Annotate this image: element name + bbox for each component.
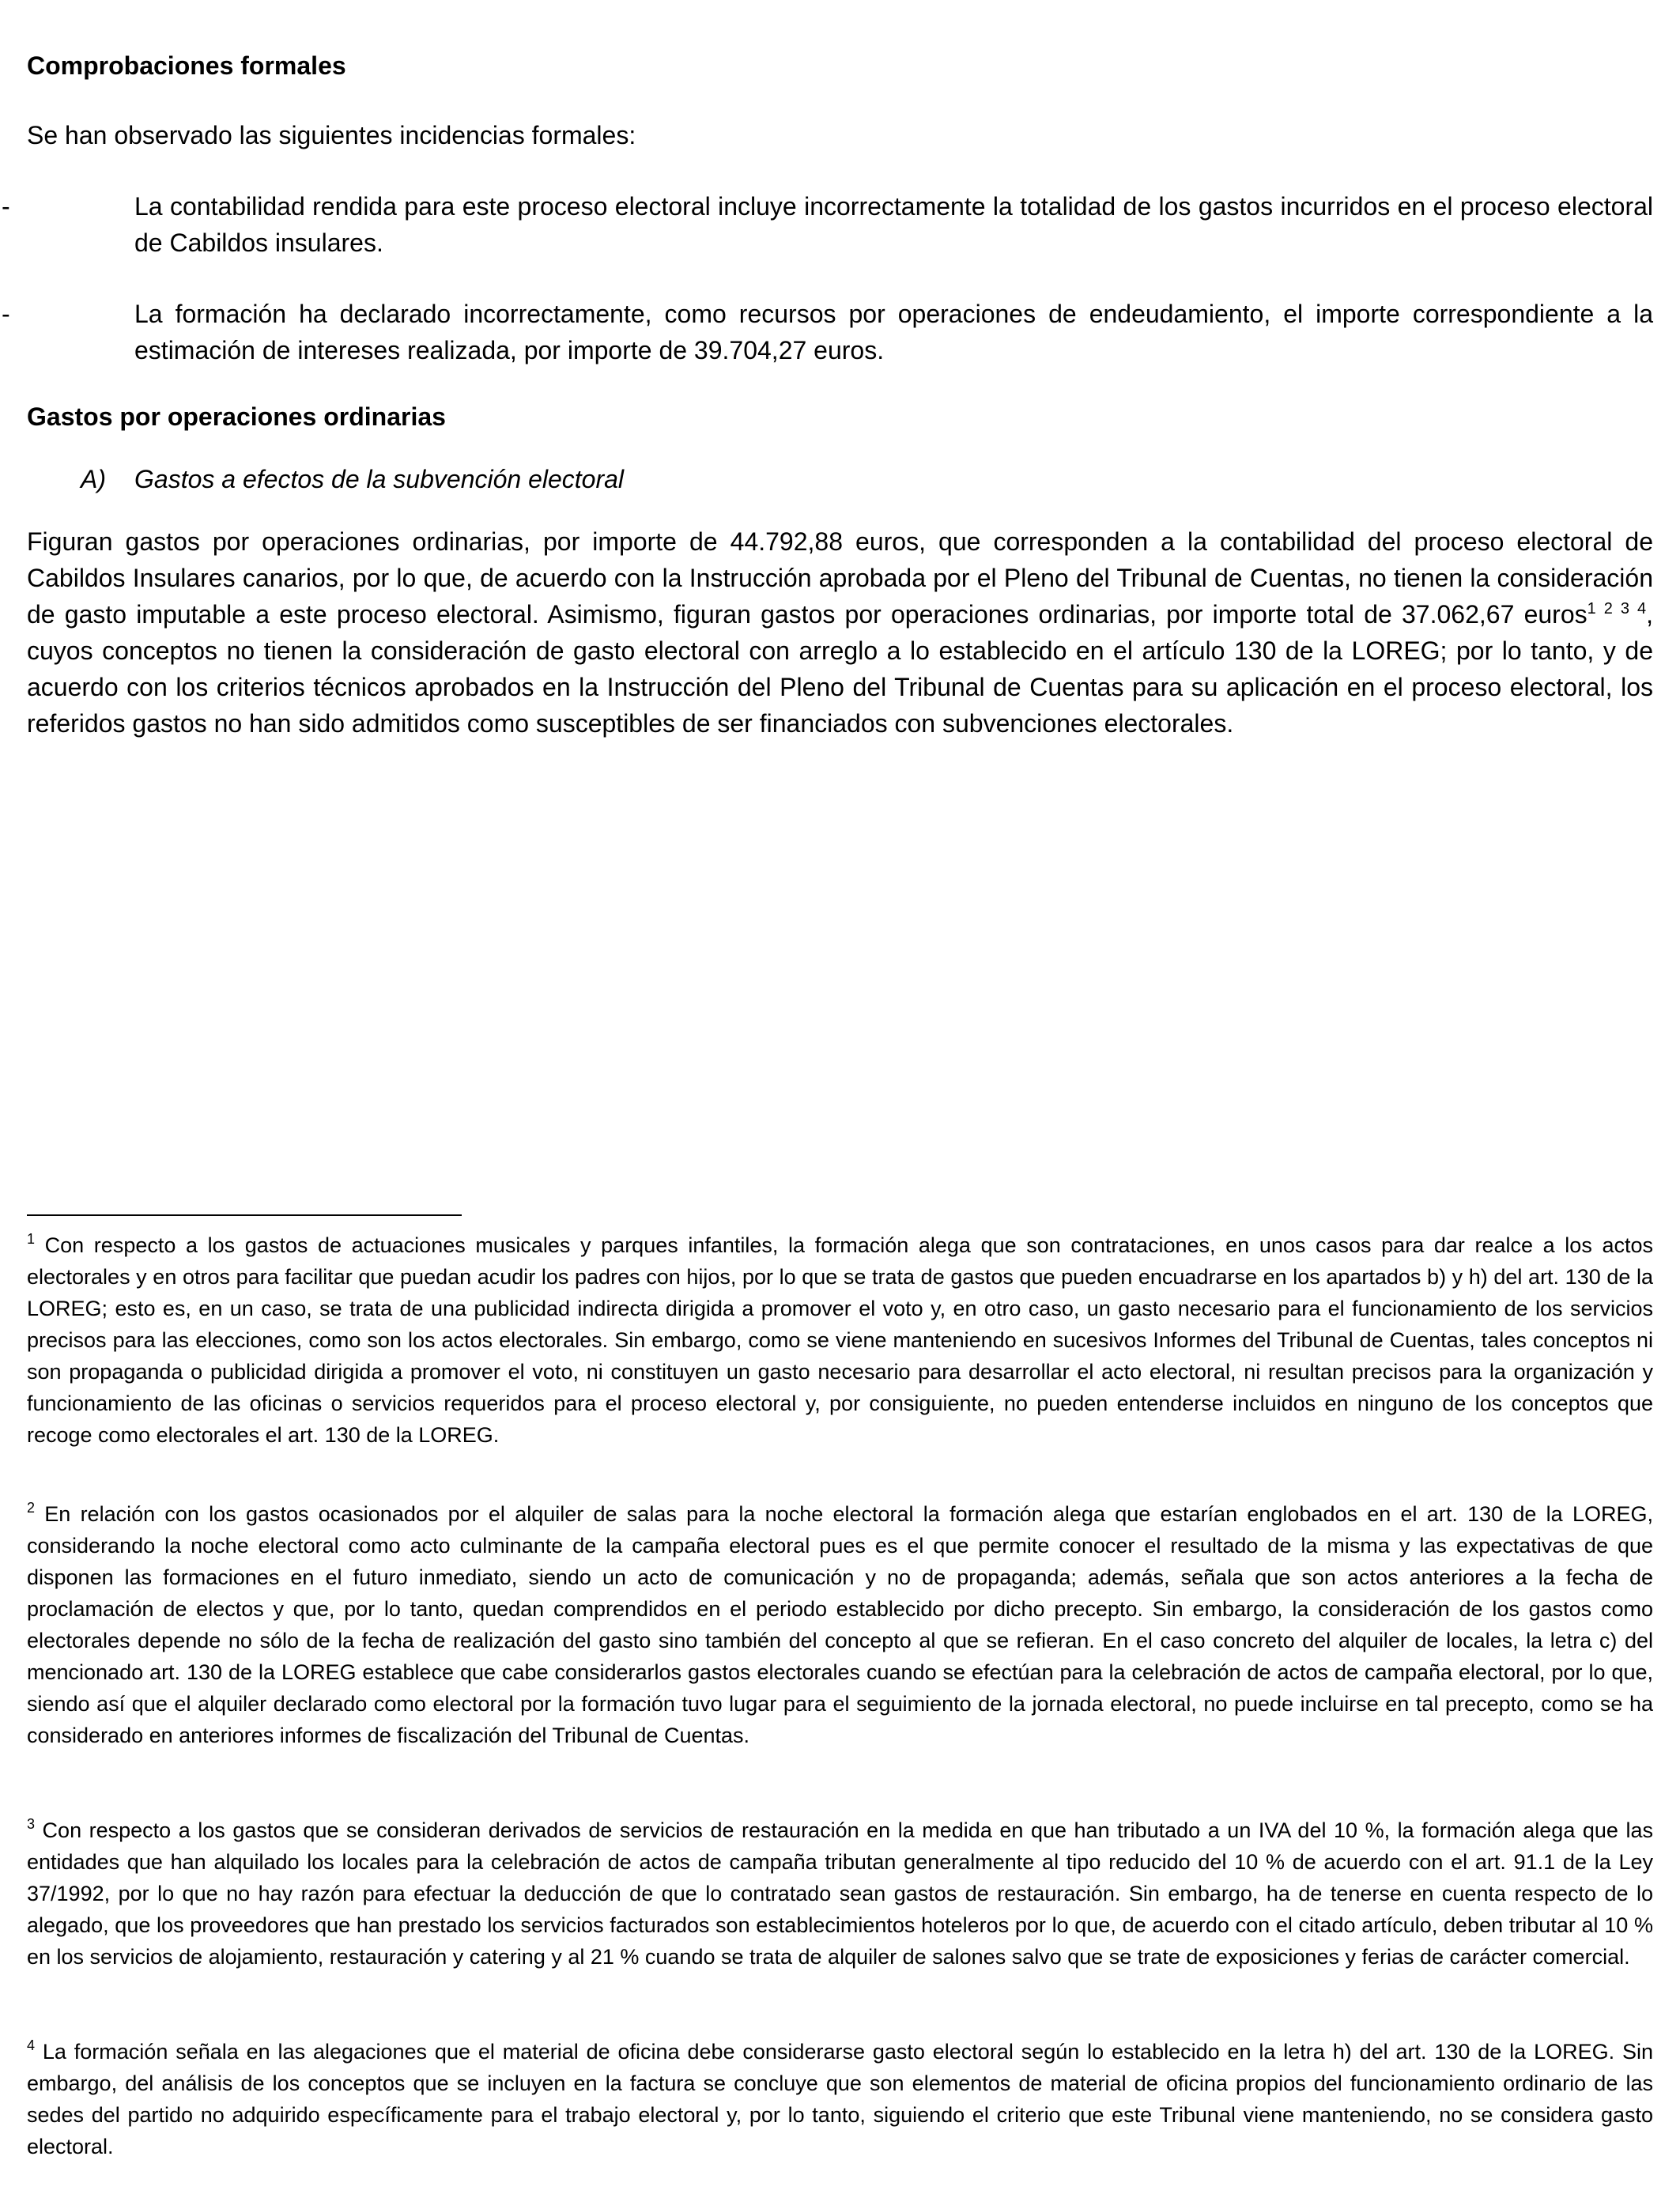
- footnote-ref-3[interactable]: 3: [1620, 600, 1629, 617]
- footnote-text: Con respecto a los gastos que se consideran derivados de servicios de restauración en la medida en que han tributado a un IVA del 10 %, la formación alega que las entidades que han alquilado los locales para la celebración de actos de campaña tributan generalmente al tipo reducido del 10 % de acuerdo con el art. 91.1 de la Ley 37/1992, por lo que no hay razón para efectuar la deducción de que lo contratado sean gastos de restauración. Sin embargo, ha de tenerse en cuenta respecto de lo alegado, que los proveedores que han prestado los servicios facturados son establecimientos hoteleros por lo que, de acuerdo con el citado artículo, deben tributar al 10 % en los servicios de alojamiento, restauración y catering y al 21 % cuando se trata de alquiler de salones salvo que se trate de exposiciones y ferias de carácter comercial.: [27, 1818, 1653, 1969]
- footnote-ref-1[interactable]: 1: [1587, 600, 1596, 617]
- ordinary-expenses-paragraph: [27, 523, 1653, 742]
- footnote-ref-4[interactable]: 4: [1637, 600, 1647, 617]
- footnote-1: [27, 1229, 1653, 1451]
- footnote-number: 4: [27, 2037, 36, 2053]
- formal-checks-intro: Se han observado las siguientes incidencias formales:: [27, 121, 636, 149]
- footnote-text: En relación con los gastos ocasionados por el alquiler de salas para la noche electoral la formación alega que estarían englobados en el art. 130 de la LOREG, considerando la noche electoral como acto culminante de la campaña electoral pues es el que permite conocer el resultado de la misma y las expectativas de que disponen las formaciones en el futuro inmediato, siendo un acto de comunicación y no de propaganda; además, señala que son actos anteriores a la fecha de proclamación de electos y que, por lo tanto, quedan comprendidos en el periodo establecido por dicho precepto. Sin embargo, la consideración de los gastos como electorales depende no sólo de la fecha de realización del gasto sino también del concepto al que se refieran. En el caso concreto del alquiler de locales, la letra c) del mencionado art. 130 de la LOREG establece que cabe considerarlos gastos electorales cuando se efectúan para la celebración de actos de campaña electoral, por lo que, siendo así que el alquiler declarado como electoral por la formación tuvo lugar para el seguimiento de la jornada electoral, no puede incluirse en tal precepto, como se ha considerado en anteriores informes de fiscalización del Tribunal de Cuentas.: [27, 1502, 1653, 1747]
- footnote-number: 3: [27, 1816, 36, 1832]
- list-item: [2, 296, 1653, 368]
- footnote-2: [27, 1498, 1653, 1751]
- paragraph-text-part2: , cuyos conceptos no tienen la consideración de gasto electoral con arreglo a lo establecido en el artículo 130 de la LOREG; por lo tanto, y de acuerdo con los criterios técnicos aprobados en la Instrucción del Pleno del Tribunal de Cuentas para su aplicación en el proceso electoral, los referidos gastos no han sido admitidos como susceptibles de ser financiados con subvenciones electorales.: [27, 600, 1653, 738]
- section-heading-ordinary-expenses: Gastos por operaciones ordinarias: [27, 402, 446, 431]
- footnote-number: 1: [27, 1231, 36, 1247]
- footnote-number: 2: [27, 1500, 36, 1516]
- subheading-text: Gastos a efectos de la subvención electoral: [134, 465, 625, 493]
- list-item-text: La contabilidad rendida para este proceso electoral incluye incorrectamente la totalidad de los gastos incurridos en el proceso electoral de Cabildos insulares.: [134, 192, 1653, 257]
- footnote-3: [27, 1814, 1653, 1973]
- bullet-dash: -: [2, 192, 10, 221]
- subheading-letter: A): [81, 465, 106, 493]
- footnote-separator: [27, 1214, 462, 1216]
- footnote-text: Con respecto a los gastos de actuaciones musicales y parques infantiles, la formación alega que son contrataciones, en unos casos para dar realce a los actos electorales y en otros para facilitar que puedan acudir los padres con hijos, por lo que se trata de gastos que pueden encuadrarse en los apartados b) y h) del art. 130 de la LOREG; esto es, en un caso, se trata de una publicidad indirecta dirigida a promover el voto y, en otro caso, un gasto necesario para el funcionamiento de los servicios precisos para las elecciones, como son los actos electorales. Sin embargo, como se viene manteniendo en sucesivos Informes del Tribunal de Cuentas, tales conceptos ni son propaganda o publicidad dirigida a promover el voto, ni constituyen un gasto necesario para desarrollar el acto electoral, ni resultan precisos para la organización y funcionamiento de las oficinas o servicios requeridos para el proceso electoral y, por consiguiente, no pueden entenderse incluidos en ninguno de los conceptos que recoge como electorales el art. 130 de la LOREG.: [27, 1233, 1653, 1447]
- footnote-text: La formación señala en las alegaciones que el material de oficina debe considerarse gasto electoral según lo establecido en la letra h) del art. 130 de la LOREG. Sin embargo, del análisis de los conceptos que se incluyen en la factura se concluye que son elementos de material de oficina propios del funcionamiento ordinario de las sedes del partido no adquirido específicamente para el trabajo electoral y, por lo tanto, siguiendo el criterio que este Tribunal viene manteniendo, no se considera gasto electoral.: [27, 2040, 1653, 2158]
- section-heading-formal-checks: Comprobaciones formales: [27, 51, 346, 80]
- footnote-ref-2[interactable]: 2: [1603, 600, 1613, 617]
- list-item: [2, 188, 1653, 261]
- paragraph-text-part1: Figuran gastos por operaciones ordinarias, por importe de 44.792,88 euros, que corresponden a la contabilidad del proceso electoral de Cabildos Insulares canarios, por lo que, de acuerdo con la Instrucción aprobada por el Pleno del Tribunal de Cuentas, no tienen la consideración de gasto imputable a este proceso electoral. Asimismo, figuran gastos por operaciones ordinarias, por importe total de 37.062,67 euros: [27, 527, 1653, 629]
- list-item-text: La formación ha declarado incorrectamente, como recursos por operaciones de endeudamiento, el importe correspondiente a la estimación de intereses realizada, por importe de 39.704,27 euros.: [134, 300, 1653, 364]
- bullet-dash: -: [2, 300, 10, 328]
- footnote-4: [27, 2036, 1653, 2162]
